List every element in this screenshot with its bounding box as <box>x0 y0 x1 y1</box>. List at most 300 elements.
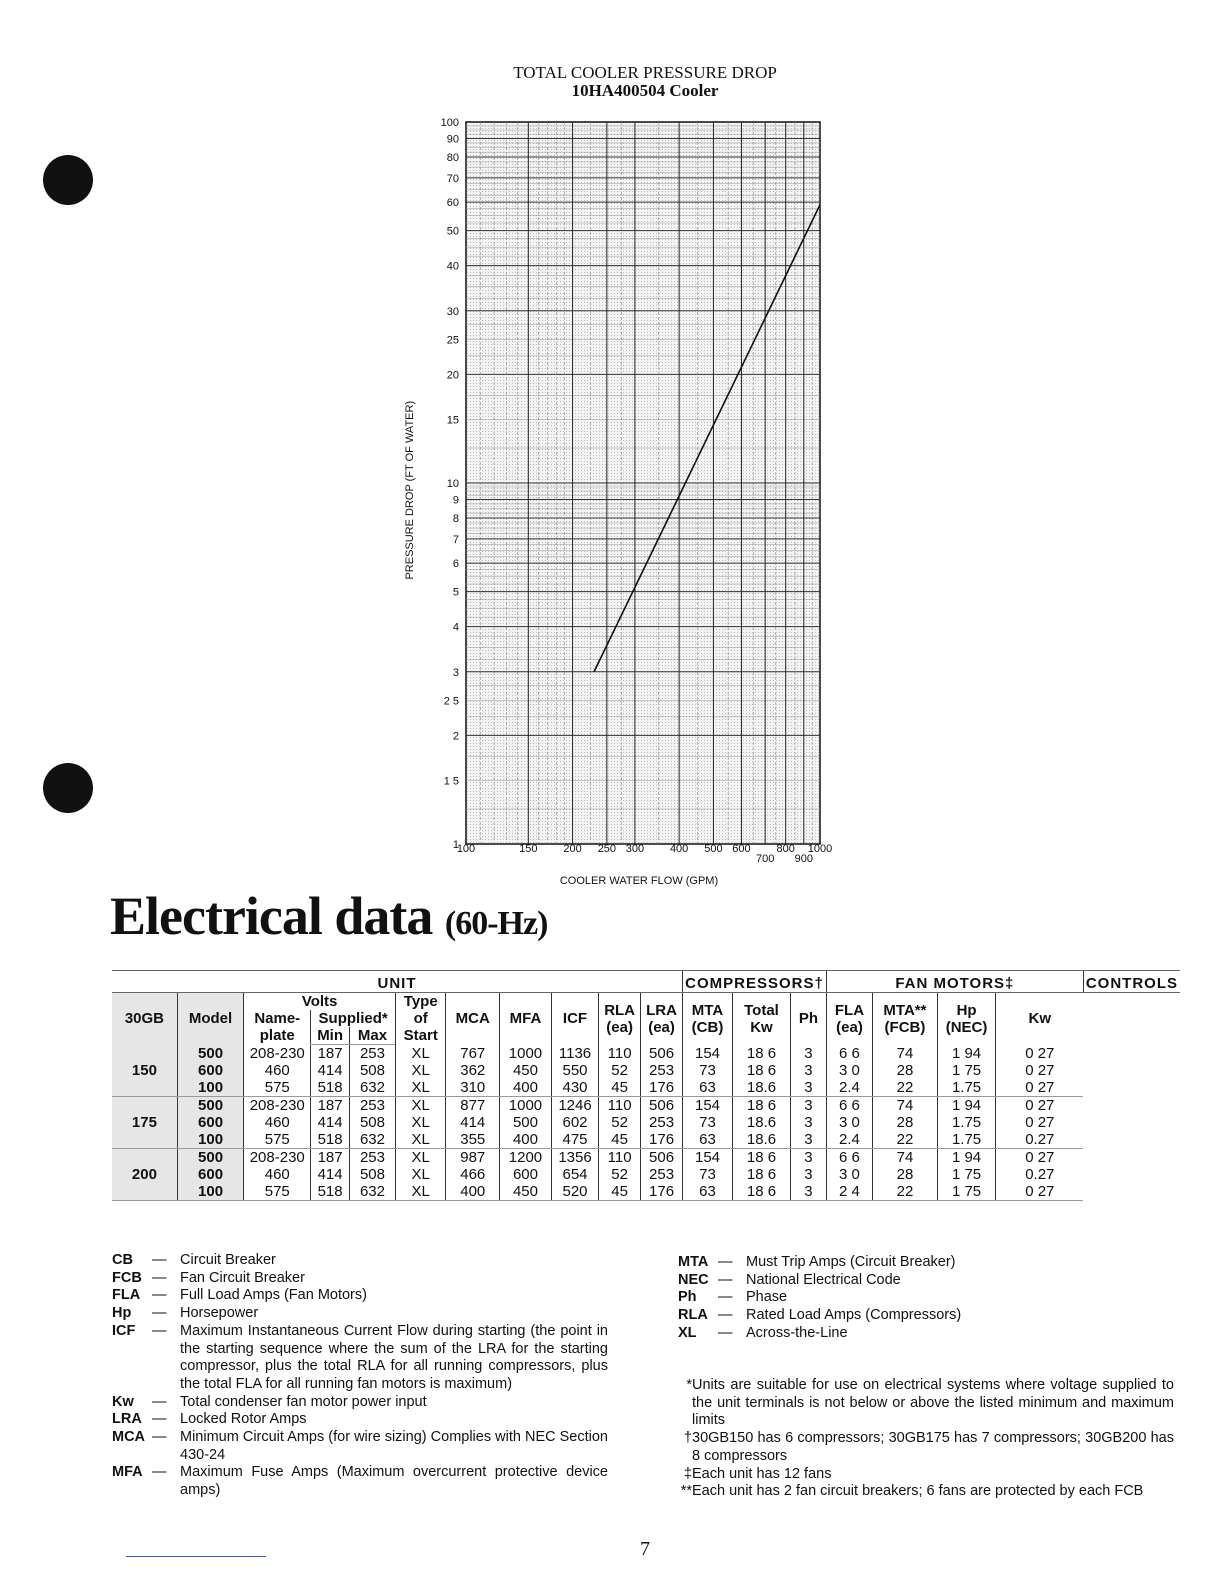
data-cell: XL <box>395 1079 446 1097</box>
data-cell: 414 <box>311 1166 350 1183</box>
data-cell: 632 <box>349 1079 395 1097</box>
footnote-text: Units are suitable for use on electrical systems where voltage supplied to the unit terminals is not below or above the listed minimum and maximum limits <box>692 1377 1174 1429</box>
data-cell: 1200 <box>500 1149 552 1167</box>
data-cell: 22 <box>873 1183 938 1201</box>
data-cell: 414 <box>311 1062 350 1079</box>
group-header-unit: UNIT <box>112 971 683 993</box>
table-row <box>112 1131 1180 1149</box>
y-tick-label: 2 <box>452 730 459 743</box>
y-tick-label: 25 <box>446 334 459 347</box>
legend-dash: — <box>718 1289 733 1306</box>
table-row <box>112 1149 1180 1167</box>
data-cell: XL <box>395 1062 446 1079</box>
x-tick-label: 250 <box>597 843 617 855</box>
data-cell: 18 6 <box>732 1097 790 1115</box>
data-cell: 3 <box>790 1114 826 1131</box>
legend-abbr: NEC <box>678 1271 709 1288</box>
data-cell: 187 <box>311 1045 350 1063</box>
data-cell: 6 6 <box>826 1149 872 1167</box>
data-cell: 3 <box>790 1062 826 1079</box>
legend-dash: — <box>718 1254 733 1270</box>
data-cell: 176 <box>641 1079 683 1097</box>
legend-item <box>112 1394 608 1412</box>
legend-abbr: Hp <box>112 1305 132 1322</box>
legend-item <box>112 1429 608 1464</box>
data-cell: 18 6 <box>732 1166 790 1183</box>
data-cell: 18.6 <box>732 1079 790 1097</box>
col-volts: Volts <box>244 993 396 1011</box>
legend-abbr: CB <box>112 1252 133 1268</box>
legend-dash: — <box>152 1252 167 1268</box>
y-tick-label: 1 5 <box>443 775 459 788</box>
data-cell: 987 <box>446 1149 500 1167</box>
data-cell: 500 <box>500 1114 552 1131</box>
data-cell: 110 <box>599 1149 641 1167</box>
data-cell: XL <box>395 1166 446 1183</box>
data-cell: 208-230 <box>244 1097 311 1115</box>
y-tick-label: 100 <box>440 117 459 129</box>
data-cell: 877 <box>446 1097 500 1115</box>
legend-definition: Rated Load Amps (Compressors) <box>746 1307 962 1324</box>
data-cell: 208-230 <box>244 1149 311 1167</box>
x-tick-label: 100 <box>456 843 476 855</box>
data-cell: 460 <box>244 1114 311 1131</box>
data-cell: 6 6 <box>826 1045 872 1063</box>
data-cell: 310 <box>446 1079 500 1097</box>
legend-dash: — <box>152 1429 167 1446</box>
col-type-of-start: Type of Start <box>395 993 446 1045</box>
legend-definition: Locked Rotor Amps <box>180 1411 307 1428</box>
y-tick-label: 40 <box>446 260 459 273</box>
data-cell: 1000 <box>500 1045 552 1063</box>
x-tick-label: 200 <box>563 843 582 855</box>
legend-item <box>112 1464 608 1499</box>
legend-definition: Phase <box>746 1289 788 1306</box>
y-axis-label: PRESSURE DROP (FT OF WATER) <box>404 400 416 580</box>
data-cell: 466 <box>446 1166 500 1183</box>
data-cell: 2.4 <box>826 1131 872 1149</box>
data-cell: 28 <box>873 1166 938 1183</box>
group-header-fan-motors: FAN MOTORS‡ <box>826 971 1083 993</box>
heading-paren: (60-Hz) <box>444 905 548 942</box>
legend-dash: — <box>152 1464 167 1481</box>
footnote-text: Each unit has 2 fan circuit breakers; 6 fans are protected by each FCB <box>692 1483 1144 1500</box>
y-tick-label: 20 <box>446 369 459 382</box>
data-cell: 154 <box>683 1045 733 1063</box>
model-cell: 100 <box>177 1079 243 1097</box>
footnote-mark: ** <box>680 1483 692 1500</box>
legend-item <box>678 1289 1174 1307</box>
x-tick-label: 300 <box>625 843 645 855</box>
footer-rule <box>126 1556 266 1557</box>
col-mca: MCA <box>446 993 500 1045</box>
legend-abbr: FLA <box>112 1287 141 1304</box>
legend-right <box>678 1254 1174 1343</box>
data-cell: 400 <box>446 1183 500 1201</box>
data-cell: 632 <box>349 1183 395 1201</box>
data-cell: 460 <box>244 1062 311 1079</box>
data-cell: 22 <box>873 1131 938 1149</box>
data-cell: 52 <box>599 1062 641 1079</box>
data-cell: 0 27 <box>996 1045 1084 1063</box>
data-cell: 187 <box>311 1097 350 1115</box>
section-heading <box>110 885 547 947</box>
punch-hole-bottom <box>43 763 93 813</box>
data-cell: 1246 <box>551 1097 598 1115</box>
data-cell: 3 0 <box>826 1062 872 1079</box>
legend-abbr: RLA <box>678 1307 708 1324</box>
legend-item <box>678 1325 1174 1343</box>
data-cell: 3 <box>790 1131 826 1149</box>
y-tick-label: 60 <box>446 197 459 210</box>
y-tick-label: 9 <box>452 494 459 507</box>
table-body <box>112 1045 1180 1201</box>
legend-definition: Total condenser fan motor power input <box>180 1393 427 1410</box>
col-mfa: MFA <box>500 993 552 1045</box>
col-model: Model <box>177 993 243 1045</box>
legend-dash: — <box>718 1271 733 1288</box>
data-cell: 450 <box>500 1183 552 1201</box>
data-cell: 253 <box>349 1097 395 1115</box>
legend-definition: National Electrical Code <box>746 1271 901 1288</box>
data-cell: 63 <box>683 1183 733 1201</box>
data-cell: 1.75 <box>937 1131 995 1149</box>
footnote-mark: † <box>683 1430 692 1447</box>
heading-main: Electrical data <box>110 886 433 946</box>
data-cell: 400 <box>500 1131 552 1149</box>
table-row <box>112 1114 1180 1131</box>
data-cell: 518 <box>311 1183 350 1201</box>
data-cell: 3 <box>790 1166 826 1183</box>
data-cell: 52 <box>599 1114 641 1131</box>
data-cell: 600 <box>500 1166 552 1183</box>
x-tick-label: 800 <box>776 843 795 855</box>
group-header-controls: CONTROLS <box>1083 971 1180 993</box>
data-cell: 28 <box>873 1062 938 1079</box>
model-cell: 600 <box>177 1114 243 1131</box>
data-cell: 253 <box>349 1045 395 1063</box>
data-cell: XL <box>395 1114 446 1131</box>
data-cell: 110 <box>599 1045 641 1063</box>
data-cell: XL <box>395 1149 446 1167</box>
data-cell: 450 <box>500 1062 552 1079</box>
y-tick-label: 50 <box>446 225 459 238</box>
data-cell: 176 <box>641 1131 683 1149</box>
y-tick-label: 70 <box>446 172 459 185</box>
data-cell: 52 <box>599 1166 641 1183</box>
table-row <box>112 1097 1180 1115</box>
data-cell: 3 <box>790 1149 826 1167</box>
y-tick-label: 8 <box>452 512 459 525</box>
x-tick-label: 400 <box>669 843 689 855</box>
y-axis-ticks <box>441 117 459 851</box>
x-tick-label: 900 <box>794 853 813 865</box>
data-cell: 475 <box>551 1131 598 1149</box>
col-lra: LRA (ea) <box>641 993 683 1045</box>
data-cell: 1 75 <box>937 1062 995 1079</box>
legend-definition: Minimum Circuit Amps (for wire sizing) Complies with NEC Section 430-24 <box>180 1429 608 1463</box>
data-cell: 73 <box>683 1114 733 1131</box>
electrical-data-table <box>112 970 1180 1201</box>
y-tick-label: 5 <box>452 586 459 599</box>
legend-definition: Horsepower <box>180 1305 259 1322</box>
legend-item <box>112 1287 608 1305</box>
model-cell: 100 <box>177 1131 243 1149</box>
legend-definition: Maximum Instantaneous Current Flow during starting (the point in the starting sequence where the sum of the LRA for the starting compressor, plus the total RLA for all running compressors, plus the total FLA for all running fan motors is maximum) <box>180 1322 608 1392</box>
data-cell: 0.27 <box>996 1166 1084 1183</box>
x-tick-label: 500 <box>704 843 723 855</box>
data-cell: 2 4 <box>826 1183 872 1201</box>
unit-size-cell: 200 <box>112 1149 177 1201</box>
x-tick-label: 1000 <box>807 843 833 855</box>
data-cell: 506 <box>641 1045 683 1063</box>
data-cell: 253 <box>349 1149 395 1167</box>
data-cell: 6 6 <box>826 1097 872 1115</box>
legend-definition: Fan Circuit Breaker <box>180 1269 305 1286</box>
model-cell: 600 <box>177 1062 243 1079</box>
col-kw: Kw <box>996 993 1084 1045</box>
data-cell: 18.6 <box>732 1131 790 1149</box>
model-cell: 100 <box>177 1183 243 1201</box>
data-cell: 506 <box>641 1097 683 1115</box>
col-icf: ICF <box>551 993 598 1045</box>
data-cell: 253 <box>641 1114 683 1131</box>
model-cell: 500 <box>177 1097 243 1115</box>
model-cell: 500 <box>177 1045 243 1063</box>
legend-dash: — <box>718 1307 733 1324</box>
legend-item <box>112 1270 608 1288</box>
data-cell: 1136 <box>551 1045 598 1063</box>
data-cell: 18 6 <box>732 1062 790 1079</box>
data-cell: 45 <box>599 1183 641 1201</box>
data-cell: 63 <box>683 1079 733 1097</box>
x-tick-label: 600 <box>732 843 751 855</box>
table-row <box>112 1166 1180 1183</box>
data-cell: 508 <box>349 1114 395 1131</box>
y-tick-label: 90 <box>446 133 459 146</box>
footnote-mark: ‡ <box>683 1465 692 1482</box>
data-cell: 0 27 <box>996 1149 1084 1167</box>
legend-item <box>112 1252 608 1270</box>
footnote <box>676 1430 1174 1465</box>
data-cell: 176 <box>641 1183 683 1201</box>
x-axis-label: COOLER WATER FLOW (GPM) <box>559 875 719 887</box>
data-cell: XL <box>395 1183 446 1201</box>
data-cell: 602 <box>551 1114 598 1131</box>
data-cell: XL <box>395 1097 446 1115</box>
x-axis-ticks <box>457 843 832 865</box>
y-tick-label: 2 5 <box>443 695 459 708</box>
legend-dash: — <box>152 1287 167 1304</box>
data-cell: 74 <box>873 1045 938 1063</box>
data-cell: 45 <box>599 1079 641 1097</box>
y-tick-label: 30 <box>446 305 459 318</box>
col-min: Min <box>311 1027 350 1045</box>
data-cell: XL <box>395 1131 446 1149</box>
legend-dash: — <box>152 1322 167 1339</box>
data-cell: 0 27 <box>996 1114 1084 1131</box>
data-cell: 154 <box>683 1149 733 1167</box>
col-mta-fcb: MTA** (FCB) <box>873 993 938 1045</box>
col-rla: RLA (ea) <box>599 993 641 1045</box>
data-cell: 518 <box>311 1079 350 1097</box>
x-tick-label: 150 <box>519 843 538 855</box>
data-cell: 208-230 <box>244 1045 311 1063</box>
legend-left <box>112 1252 608 1500</box>
legend-dash: — <box>152 1305 167 1322</box>
y-tick-label: 80 <box>446 151 459 164</box>
data-cell: 3 <box>790 1045 826 1063</box>
legend-dash: — <box>718 1324 733 1341</box>
y-tick-label: 1 <box>452 839 459 851</box>
legend-abbr: XL <box>678 1324 697 1341</box>
legend-abbr: MFA <box>112 1464 143 1481</box>
data-cell: 3 <box>790 1097 826 1115</box>
data-cell: 0.27 <box>996 1131 1084 1149</box>
data-cell: 0 27 <box>996 1062 1084 1079</box>
data-cell: 414 <box>311 1114 350 1131</box>
legend-item <box>112 1305 608 1323</box>
table-row <box>112 1045 1180 1063</box>
legend-item <box>678 1272 1174 1290</box>
col-fla: FLA (ea) <box>826 993 872 1045</box>
data-cell: 253 <box>641 1062 683 1079</box>
y-tick-label: 15 <box>446 414 459 427</box>
data-cell: 74 <box>873 1149 938 1167</box>
data-cell: 508 <box>349 1062 395 1079</box>
grid <box>466 122 820 844</box>
footnote <box>676 1466 1174 1484</box>
data-cell: 430 <box>551 1079 598 1097</box>
data-cell: 414 <box>446 1114 500 1131</box>
model-cell: 500 <box>177 1149 243 1167</box>
chart-title: TOTAL COOLER PRESSURE DROP <box>513 63 777 82</box>
legend-abbr: Ph <box>678 1289 697 1306</box>
col-total-kw: Total Kw <box>732 993 790 1045</box>
data-cell: 63 <box>683 1131 733 1149</box>
data-cell: 1.75 <box>937 1079 995 1097</box>
data-cell: 154 <box>683 1097 733 1115</box>
data-cell: 3 0 <box>826 1166 872 1183</box>
data-cell: 362 <box>446 1062 500 1079</box>
data-cell: 74 <box>873 1097 938 1115</box>
data-cell: 0 27 <box>996 1183 1084 1201</box>
model-cell: 600 <box>177 1166 243 1183</box>
table-row <box>112 1062 1180 1079</box>
data-cell: 575 <box>244 1131 311 1149</box>
data-cell: 1 94 <box>937 1149 995 1167</box>
data-cell: 520 <box>551 1183 598 1201</box>
y-tick-label: 7 <box>452 533 459 546</box>
y-tick-label: 6 <box>452 558 459 571</box>
data-cell: 575 <box>244 1183 311 1201</box>
table-row <box>112 1079 1180 1097</box>
data-cell: 73 <box>683 1166 733 1183</box>
col-supplied: Supplied* <box>311 1010 396 1027</box>
punch-hole-top <box>43 155 93 205</box>
data-cell: 1 94 <box>937 1097 995 1115</box>
pressure-drop-chart <box>380 110 850 887</box>
data-cell: 18 6 <box>732 1183 790 1201</box>
data-cell: 632 <box>349 1131 395 1149</box>
table-row <box>112 1183 1180 1201</box>
data-cell: 0 27 <box>996 1097 1084 1115</box>
footnote-text: 30GB150 has 6 compressors; 30GB175 has 7 compressors; 30GB200 has 8 compressors <box>692 1430 1174 1464</box>
col-hp: Hp (NEC) <box>937 993 995 1045</box>
data-cell: 1 75 <box>937 1183 995 1201</box>
legend-abbr: FCB <box>112 1269 142 1286</box>
data-cell: 45 <box>599 1131 641 1149</box>
data-cell: 550 <box>551 1062 598 1079</box>
legend-definition: Must Trip Amps (Circuit Breaker) <box>746 1254 956 1270</box>
chart-subtitle: 10HA400504 Cooler <box>571 81 719 100</box>
y-tick-label: 3 <box>452 666 459 679</box>
data-cell: 508 <box>349 1166 395 1183</box>
data-cell: 253 <box>641 1166 683 1183</box>
data-cell: XL <box>395 1045 446 1063</box>
unit-size-cell: 175 <box>112 1097 177 1149</box>
legend-item <box>112 1411 608 1429</box>
legend-abbr: Kw <box>112 1393 134 1410</box>
footnote-mark: * <box>686 1377 692 1393</box>
legend-definition: Circuit Breaker <box>180 1252 276 1268</box>
data-cell: 18 6 <box>732 1149 790 1167</box>
legend-dash: — <box>152 1393 167 1410</box>
legend-item <box>112 1323 608 1394</box>
data-cell: 73 <box>683 1062 733 1079</box>
data-cell: 18 6 <box>732 1045 790 1063</box>
data-cell: 460 <box>244 1166 311 1183</box>
footnote <box>676 1483 1174 1501</box>
data-cell: 1 94 <box>937 1045 995 1063</box>
data-cell: 2.4 <box>826 1079 872 1097</box>
data-cell: 0 27 <box>996 1079 1084 1097</box>
legend-abbr: MTA <box>678 1254 709 1270</box>
legend-dash: — <box>152 1269 167 1286</box>
data-cell: 28 <box>873 1114 938 1131</box>
group-header-compressors: COMPRESSORS† <box>683 971 827 993</box>
legend-item <box>678 1307 1174 1325</box>
data-cell: 3 0 <box>826 1114 872 1131</box>
footnote-text: Each unit has 12 fans <box>692 1465 832 1482</box>
footnote <box>676 1377 1174 1430</box>
col-ph: Ph <box>790 993 826 1045</box>
data-cell: 1 75 <box>937 1166 995 1183</box>
data-cell: 1.75 <box>937 1114 995 1131</box>
data-cell: 1000 <box>500 1097 552 1115</box>
legend-definition: Full Load Amps (Fan Motors) <box>180 1287 367 1304</box>
data-cell: 506 <box>641 1149 683 1167</box>
page-number: 7 <box>640 1538 650 1560</box>
legend-abbr: LRA <box>112 1411 142 1428</box>
footnotes <box>676 1377 1174 1501</box>
data-cell: 1356 <box>551 1149 598 1167</box>
legend-dash: — <box>152 1411 167 1428</box>
y-tick-label: 4 <box>452 621 459 634</box>
x-tick-label: 700 <box>755 853 775 865</box>
data-cell: 110 <box>599 1097 641 1115</box>
col-mta-cb: MTA (CB) <box>683 993 733 1045</box>
data-cell: 654 <box>551 1166 598 1183</box>
data-cell: 767 <box>446 1045 500 1063</box>
legend-definition: Maximum Fuse Amps (Maximum overcurrent protective device amps) <box>180 1464 608 1499</box>
y-tick-label: 10 <box>446 478 459 490</box>
data-cell: 18.6 <box>732 1114 790 1131</box>
legend-abbr: MCA <box>112 1429 146 1446</box>
unit-size-cell: 150 <box>112 1045 177 1097</box>
data-cell: 575 <box>244 1079 311 1097</box>
data-cell: 3 <box>790 1079 826 1097</box>
